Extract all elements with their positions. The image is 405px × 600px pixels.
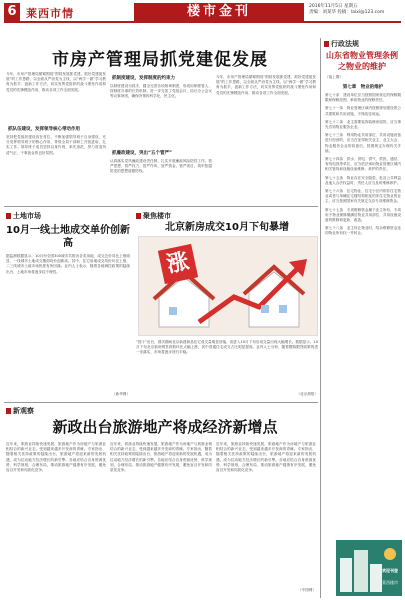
- lead-headline: 市房产管理局抓党建促发展: [52, 50, 268, 70]
- land-body: 据监测数据显示，10月份全国300城市共推出各类用地，成交总价同比上涨明显，一线城市土地成交楼面均价创新高。其中，住宅用地成交均价环比上涨，二三线城市土地市场热度有所回落。业内人士表示，随着各地调控政策的陆续出台，土地市场将逐步趋于理性。: [6, 254, 130, 274]
- tourism-headline: 新政出台旅游地产将成经济新增点: [52, 418, 278, 436]
- column-divider: [320, 38, 321, 598]
- tourism-source: （中国网）: [298, 588, 316, 592]
- regulation-title: 山东省物业管理条例之物业的维护: [326, 51, 398, 71]
- article-item: 第七十五条 物业存在安全隐患，危及公共利益及他人合法权益时，责任人应当及时维修养护。: [325, 175, 401, 185]
- divider: [4, 206, 318, 207]
- chapter-heading: 第七章 物业的维护: [342, 85, 384, 90]
- ad-line1: 欢迎刊登: [382, 568, 398, 573]
- article-item: 第七十七条 专项维修资金属于业主所有，专项用于物业保修期满后物业共用部位、共用设施设备的维修和更新、改造。: [325, 207, 401, 223]
- article-item: 第七十八条 业主转让物业时，结余维修资金连同物业所有权一并转让。: [325, 226, 401, 236]
- lead-body-d: 认真落实党风廉政建设责任制，扎实开展廉政风险防控工作。管严思想、管严权力、管严作风、管严资金、管严项目，筑牢拒腐防变的思想道德防线。: [110, 159, 212, 174]
- housing-price-photo: [138, 236, 318, 336]
- page-header: [4, 3, 401, 23]
- regulation-articles: [325, 93, 401, 537]
- issue-date: [309, 4, 384, 16]
- beijing-body: “国十”出台，国庆期间北京新建商品住宅成交量明显回落，但进入10月下旬后成交量出现大幅增长。数据显示，10月下旬北京新房网签套数环比大幅上涨，其中普通住宅成交占比明显提高。业内人士分析，随着限购限贷政策的进一步落实，市场将逐步回归平稳。: [136, 340, 318, 355]
- lead-subhead-left: 抓队伍建设，发挥领导核心带动作用: [8, 127, 80, 132]
- tourism-body-col2: 近年来，旅游业持续快速发展，旅游地产作为房地产与旅游业相结合的新兴业态，受到越来越多开发商的青睐。专家指出，随着相关扶持政策的陆续出台，旅游地产将迎来新的发展机遇，成为拉动地方经济增长的新引擎。各地应结合自身资源优势，科学规划，合理布局，推动旅游地产健康有序发展，避免盲目开发和同质化竞争。: [110, 442, 212, 473]
- editor-line: 责编：刘某华 投稿：laixi@123.com: [309, 10, 385, 15]
- beijing-source: （北京晨报）: [296, 392, 318, 396]
- land-headline-text: 10月一线土地成交单价创新高: [6, 225, 130, 249]
- divider-2: [4, 402, 318, 403]
- issue-date-line: 2016年11月5日 星期五: [309, 4, 358, 9]
- lead-body-a: 今年，市房产管理局紧紧围绕“围绕发展抓党建，抓好党建促发展”的工作思路，以全面从严治党为主线，以“两学一做”学习教育为抓手，创新工作方法，切实发挥党组织的战斗堡垒作用和党员的先锋模范作用，推动各项工作全面发展。: [6, 72, 106, 92]
- section-tag-focus: 聚焦楼市: [136, 212, 171, 220]
- rise-character: 涨: [158, 244, 198, 284]
- article-item: 第七十三条 利用物业共用部位、共用设施设备进行经营的，应当在征得相关业主、业主大会、物业服务企业的同意后，按照规定办理有关手续。: [325, 133, 401, 153]
- article-item: 第七十条 建设单位应当按照国家规定的保修期限和保修范围，承担物业的保修责任。: [325, 93, 401, 103]
- lead-body-c: 以制度建设为抓手，健全完善各项规章制度，形成用制度管人、按制度办事的长效机制。进一步完善了党组会议、局长办公会议等议事规则，确保决策的科学化、民主化。: [110, 84, 212, 99]
- page-number: 6: [4, 3, 20, 21]
- lead-body-e: 今年，市房产管理局紧紧围绕“围绕发展抓党建，抓好党建促发展”的工作思路，以全面从严治党为主线，以“两学一做”学习教育为抓手，创新工作方法，切实发挥党组织的战斗堡垒作用和党员的先锋模范作用，推动各项工作全面发展。: [216, 75, 316, 95]
- ad-line2: 莱西楼市: [382, 580, 398, 585]
- article-item: 第七十一条 物业管理区域内按照规划建设的公共建筑和共用设施，不得改变用途。: [325, 106, 401, 116]
- lead-subhead-mid2: 抓廉政建设，突出“五个管严”: [112, 151, 172, 156]
- section-tag-land: 土地市场: [6, 212, 41, 220]
- tourism-body-col1: 近年来，旅游业持续快速发展，旅游地产作为房地产与旅游业相结合的新兴业态，受到越来越多开发商的青睐。专家指出，随着相关扶持政策的陆续出台，旅游地产将迎来新的发展机遇，成为拉动地方经济增长的新引擎。各地应结合自身资源优势，科学规划，合理布局，推动旅游地产健康有序发展，避免盲目开发和同质化竞争。: [6, 442, 106, 473]
- section-banner: 楼市金刊: [134, 3, 304, 21]
- lead-subhead-mid1: 抓制度建设，发挥制度的约束力: [112, 76, 175, 81]
- regulation-subtitle: （接上期）: [325, 75, 343, 79]
- section-tag-observe: 新观察: [6, 407, 34, 415]
- advertisement[interactable]: [336, 540, 402, 596]
- article-item: 第七十二条 业主需要装饰装修房屋的，应当事先告知物业服务企业。: [325, 119, 401, 130]
- beijing-headline: 北京新房成交10月下旬暴增: [165, 222, 289, 233]
- land-source: （新华网）: [112, 392, 130, 396]
- land-headline: [6, 224, 130, 250]
- lead-body-b: 坚持把党组织建设放在首位，不断加强领导班子自身建设，充分发挥领导班子的核心作用，带领全局干部职工开拓进取，扎实工作。领导班子成员坚持以身作则，率先垂范，努力营造风清气正、干事创业的良好氛围。: [6, 135, 106, 155]
- article-item: 第七十六条 住宅物业、住宅小区内的非住宅物业或者与单幢住宅楼结构相连的非住宅物业的业主，应当按照国家有关规定交存专项维修资金。: [325, 189, 401, 204]
- section-name: 莱西市情: [26, 7, 74, 20]
- article-item: 第七十四条 供水、供电、供气、供热、通信、有线电视等单位，应当依法承担物业管理区域内相关管线和设施设备维修、养护的责任。: [325, 157, 401, 172]
- section-tag-law: 行政法规: [324, 40, 359, 48]
- tourism-body-col3: 近年来，旅游业持续快速发展，旅游地产作为房地产与旅游业相结合的新兴业态，受到越来越多开发商的青睐。专家指出，随着相关扶持政策的陆续出台，旅游地产将迎来新的发展机遇，成为拉动地方经济增长的新引擎。各地应结合自身资源优势，科学规划，合理布局，推动旅游地产健康有序发展，避免盲目开发和同质化竞争。: [216, 442, 316, 473]
